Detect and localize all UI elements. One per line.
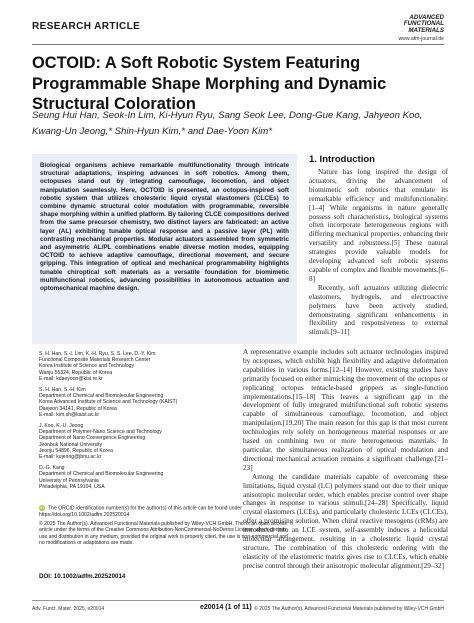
intro-paragraph: Recently, soft actuators utilizing dielectric elastomers, hydrogels, and electroactive polymers have been actively studied, demonstrating significant enhancements in flexibility and responsiveness to external stimuli.[9–11] — [309, 283, 448, 337]
affiliation-line: Wanju 55324, Republic of Korea — [39, 369, 113, 376]
article-title: OCTOID: A Soft Robotic System Featuring Programmable Shape Morphing and Dynamic Structural Coloration — [32, 54, 387, 113]
affiliation-line: Jeonbuk National University — [39, 441, 103, 448]
intro-column-right — [309, 168, 448, 337]
intro-paragraph: A representative example includes soft actuator technologies inspired by octopuses, which exhibit high flexibility and adaptive deformation capabilities in various forms.[12–14] However, existing studies have primarily focused on either mimicking the movement of the octopus or replicating octopus tentacle-based grippers as single-function implementations.[15–18] This leaves a significant gap in the development of fully integrated multifunctional soft robotic systems capable of simultaneous camouflage, locomotion, and object manipulation.[19,20] The main reason for this gap is that most current technologies rely solely on homogeneous material responses or are based on combining two or more heterogeneous materials. In particular, the simultaneous realization of optical modulation and directional mechanical actuation remains a significant challenge.[21–23] — [243, 348, 448, 472]
intro-paragraph: Nature has long inspired the design of actuators, driving the advancement of biomimetic soft robotics that emulate its remarkable efficiency and multifunctionality.[1–4] While organisms in nature generally possess soft characteristics, biological systems often incorporate heterogeneous regions with differing mechanical properties, enhancing their versatility and robustness.[5] These natural strategies provide valuable models for developing advanced soft robotic systems capable of complex and flexible movements.[6–8] — [309, 168, 448, 283]
footer-citation: Adv. Funct. Mater. 2025, e20014 — [32, 606, 105, 612]
email-link[interactable]: E-mail: kim.sh@kaist.ac.kr — [39, 411, 100, 418]
journal-logo-line: MATERIALS — [408, 26, 444, 34]
affiliation-line: Daejeon 34141, Republic of Korea — [39, 405, 117, 412]
doi-link[interactable]: DOI: 10.1002/adfm.202520014 — [39, 573, 126, 580]
author-list: Seung Hui Han, Seok-In Lim, Ki-Hyun Ryu, Sang Seok Lee, Dong-Gue Kang, Jahyeon Koo, Kwang-Un Jeong,* Shin-Hyun Kim,* and Dae-Yoon Kim* — [32, 110, 423, 137]
intro-column-continued — [243, 348, 448, 571]
journal-url-link[interactable]: www.afm-journal.de — [398, 36, 444, 42]
journal-logo[interactable] — [360, 15, 444, 34]
affiliation-line: Department of Nano Convergence Engineering — [39, 435, 146, 442]
footer-copyright: © 2025 The Author(s). Advanced Functional Materials published by Wiley-VCH GmbH — [254, 606, 444, 612]
abstract-text: Biological organisms achieve remarkable multifunctionality through intricate structural adaptations, inspiring advances in soft robotics. Among them, octopuses stand out by integrating camouflage, locomotion, and object manipulation seamlessly. Here, OCTOID is presented, an octopus-inspired soft robotic system that utilizes cholesteric liquid crystal elastomers (CLCEs) to combine dynamic structural color modulation with programmable, reversible shape morphing within a unified platform. By tailoring CLCE compositions derived from the same precursor chemistry, two distinct layers are fabricated: an active layer (AL) exhibiting tunable optical response and a passive layer (PL) with contrasting mechanical properties. Modular actuators assembled from symmetric and asymmetric AL/PL combinations enable diverse motion modes, equipping OCTOID to achieve adaptive camouflage, directional movement, and secure gripping. This integration of optical and mechanical programmability highlights tunable chiroptical soft materials as a versatile foundation for biomimetic multifunctional robotics, advancing possibilities in autonomous actuation and optomechanical machine design. — [40, 162, 289, 293]
affiliation-line: University of Pennsylvania — [39, 477, 99, 484]
affiliation-line: Philadelphia, PA 19104, USA — [39, 483, 105, 490]
affiliation-line: J. Koo, K.-U. Jeong — [39, 423, 84, 430]
affiliation-line: Jeonju 54896, Republic of Korea — [39, 447, 113, 454]
affiliation-line: Korea Advanced Institute of Science and Technology (KAIST) — [39, 399, 178, 406]
journal-logo-line: ADVANCED — [409, 14, 444, 21]
affiliation-line: Department of Chemical and Biomolecular Engineering — [39, 471, 164, 478]
affiliation-line: Functional Composite Materials Research Center — [39, 357, 151, 364]
affiliation-line: Department of Chemical and Biomolecular Engineering — [39, 393, 164, 400]
header-divider — [32, 44, 444, 45]
email-link[interactable]: E-mail: kujeong@jbnu.ac.kr — [39, 454, 102, 461]
affiliation-line: S. H. Han, S.-H. Kim — [39, 387, 86, 394]
abstract-box — [32, 154, 297, 344]
copyright-note: © 2025 The Author(s). Advanced Functional Materials published by Wiley-VCH GmbH. This is an open access article under the terms of the Creative Commons Attribution-NonCommercial-NoDerivs License, which permits use and distribution in any medium, provided the original work is properly cited, the use is non-commercial and no modifications or adaptations are made. — [39, 520, 288, 546]
affiliation-line: S. H. Han, S.-I. Lim, K.-H. Ryu, S. S. Lee, D.-Y. Kim — [39, 351, 156, 357]
orcid-icon[interactable]: iD — [40, 505, 44, 510]
section-heading: 1. Introduction — [309, 154, 375, 165]
article-type-label: RESEARCH ARTICLE — [32, 21, 141, 32]
affiliation-line: Korea Institute of Science and Technology — [39, 363, 135, 370]
page-number: e20014 (1 of 11) — [200, 604, 252, 611]
intro-paragraph: Among the candidate materials capable of overcoming these limitations, liquid crystal (LC) polymers stand out due to their unique anisotropic molecular order, which enables precise control over shape changes in response to various stimuli.[24–28] Specifically, liquid crystal elastomers (LCEs), and particularly cholesteric LCEs (CLCEs), offer a promising solution. When chiral reactive mesogens (cRMs) are introduced into an LCE system, self-assembly induces a helicoidal molecular arrangement, resulting in a cholesteric liquid crystal structure. The combination of this cholesteric ordering with the elasticity of the elastomeric matrix gives rise to CLCEs, which enable precise control through their anisotropic molecular alignment.[29–32] — [243, 472, 448, 570]
email-link[interactable]: E-mail: kdaeyoon@kist.re.kr — [39, 375, 103, 382]
affiliation-line: Department of Polymer-Nano Science and Technology — [39, 429, 162, 436]
footer-divider — [32, 600, 444, 601]
orcid-note-text[interactable]: The ORCID identification number(s) for the author(s) of this article can be found under https://doi.org/10.1002/adfm.202520014 — [39, 505, 242, 518]
affiliation-line: D.-G. Kang — [39, 465, 65, 472]
journal-logo-line: FUNCTIONAL — [403, 20, 444, 28]
